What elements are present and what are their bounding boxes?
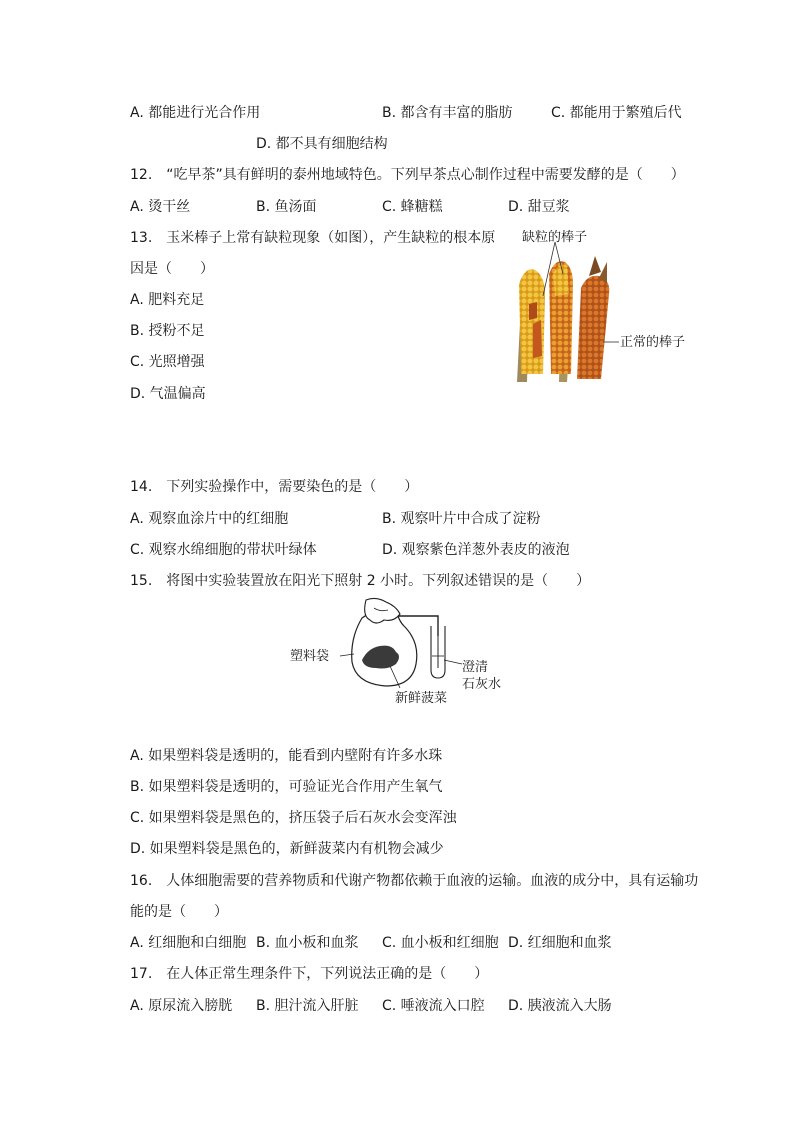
q13-option-d: D. 气温偏高 [130, 386, 206, 402]
q14-option-c: C. 观察水绵细胞的带状叶绿体 [130, 542, 317, 558]
q15-option-b: B. 如果塑料袋是透明的，可验证光合作用产生氧气 [130, 779, 443, 795]
q13-stem-line2: 因是（ ） [130, 261, 214, 277]
q16-option-d: D. 红细胞和血浆 [508, 935, 612, 951]
q17-option-a: A. 原尿流入膀胱 [130, 998, 233, 1014]
q14-option-b: B. 观察叶片中合成了淀粉 [382, 511, 541, 527]
q11-option-c: C. 都能用于繁殖后代 [551, 105, 682, 121]
q16-stem-line2: 能的是（ ） [130, 904, 228, 920]
q14-option-a: A. 观察血涂片中的红细胞 [130, 511, 289, 527]
corn-cob-illustration [515, 244, 625, 382]
q15-label-spinach: 新鲜菠菜 [395, 691, 448, 706]
q15-option-a: A. 如果塑料袋是透明的，能看到内壁附有许多水珠 [130, 748, 443, 764]
q13-label-defective-cob: 缺粒的棒子 [522, 230, 588, 245]
q11-option-a: A. 都能进行光合作用 [130, 105, 261, 121]
q16-stem-line1: 16. 人体细胞需要的营养物质和代谢产物都依赖于血液的运输。血液的成分中，具有运输功 [130, 873, 699, 889]
q16-option-a: A. 红细胞和白细胞 [130, 935, 247, 951]
q12-option-a: A. 烫干丝 [130, 199, 191, 215]
q15-option-c: C. 如果塑料袋是黑色的，挤压袋子后石灰水会变浑浊 [130, 810, 457, 826]
q15-stem: 15. 将图中实验装置放在阳光下照射 2 小时。下列叙述错误的是（ ） [130, 573, 591, 589]
q17-option-d: D. 胰液流入大肠 [508, 998, 612, 1014]
q13-option-c: C. 光照增强 [130, 354, 205, 370]
q17-option-c: C. 唾液流入口腔 [382, 998, 485, 1014]
q15-label-limewater-1: 澄清 [462, 660, 489, 675]
q12-option-c: C. 蜂糖糕 [382, 199, 443, 215]
q12-stem: 12. “吃早茶”具有鲜明的泰州地域特色。下列早茶点心制作过程中需要发酵的是（ ） [130, 167, 685, 183]
q11-option-b: B. 都含有丰富的脂肪 [382, 105, 513, 121]
q12-option-b: B. 鱼汤面 [256, 199, 317, 215]
q16-option-c: C. 血小板和红细胞 [382, 935, 499, 951]
q13-option-a: A. 肥料充足 [130, 292, 205, 308]
q13-option-b: B. 授粉不足 [130, 323, 205, 339]
q14-option-d: D. 观察紫色洋葱外表皮的液泡 [382, 542, 570, 558]
q16-option-b: B. 血小板和血浆 [256, 935, 359, 951]
q17-stem: 17. 在人体正常生理条件下，下列说法正确的是（ ） [130, 966, 489, 982]
q12-option-d: D. 甜豆浆 [508, 199, 570, 215]
q17-option-b: B. 胆汁流入肝脏 [256, 998, 359, 1014]
q15-option-d: D. 如果塑料袋是黑色的，新鲜菠菜内有机物会减少 [130, 841, 444, 857]
experiment-apparatus-illustration [340, 598, 460, 690]
q15-label-plastic-bag: 塑料袋 [290, 649, 330, 664]
q13-label-normal-cob: 正常的棒子 [620, 335, 686, 350]
q13-stem-line1: 13. 玉米棒子上常有缺粒现象（如图），产生缺粒的根本原 [130, 230, 496, 246]
q14-stem: 14. 下列实验操作中，需要染色的是（ ） [130, 479, 419, 495]
q15-label-limewater-2: 石灰水 [462, 677, 502, 692]
q11-option-d: D. 都不具有细胞结构 [256, 136, 388, 152]
